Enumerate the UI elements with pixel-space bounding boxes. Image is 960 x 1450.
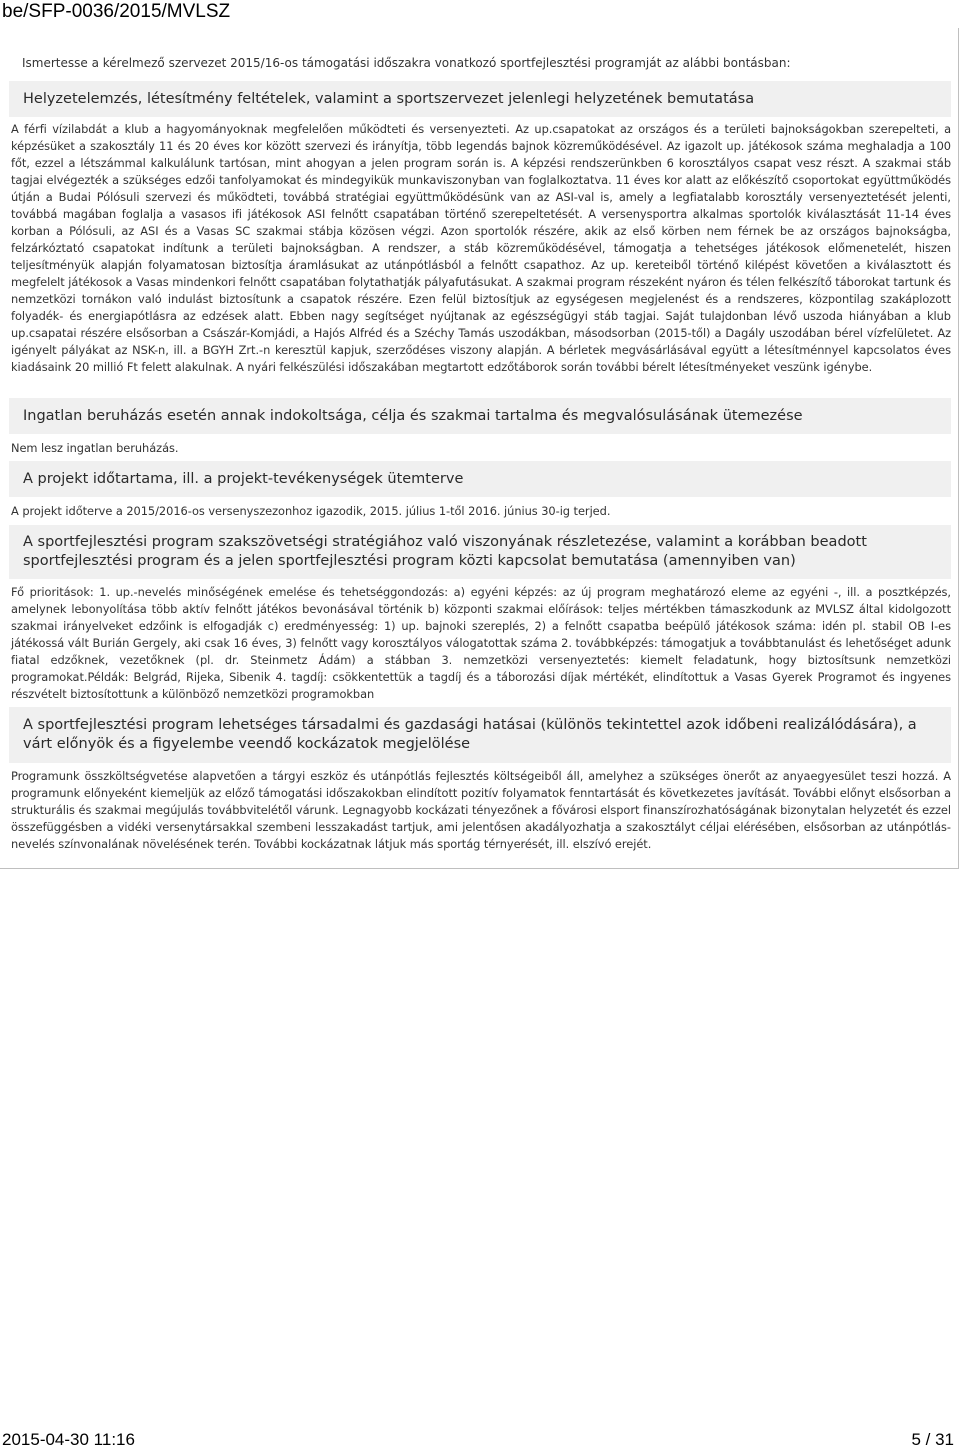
section-header-real-estate [9, 398, 951, 434]
intro-text: Ismertesse a kérelmező szervezet 2015/16-os támogatási időszakra vonatkozó sportfejlesztési programját az alábbi bontásban: [22, 56, 791, 70]
document-id: be/SFP-0036/2015/MVLSZ [2, 1, 231, 22]
section-title: A sportfejlesztési program szakszövetségi stratégiához való viszonyának részletezése, valamint a korábban beadott sportfejlesztési program és a jelen sportfejlesztési program közti kapcsolat bemutatása (amennyiben van) [23, 534, 867, 569]
section-body-schedule: A projekt időterve a 2015/2016-os versenyszezonhoz igazodik, 2015. július 1-től 2016. június 30-ig terjed. [11, 504, 611, 518]
section-header-impacts [9, 707, 951, 763]
section-body-real-estate: Nem lesz ingatlan beruházás. [11, 441, 179, 455]
section-title: A sportfejlesztési program lehetséges társadalmi és gazdasági hatásai (különös tekintettel azok időbeni realizálódására), a várt előnyök és a figyelembe veendő kockázatok megjelölése [23, 717, 917, 752]
section-body-strategy: Fő prioritások: 1. up.-nevelés minőségének emelése és tehetséggondozás: a) egyéni képzés: az új program meghatározó eleme az egyéni -, ill. a posztképzés, amelynek lebonyolítása több aktív felnőtt játékos bevonásával történik b) központi szakmai előírások: teljes mértékben támaszkodunk az MVLSZ által kidolgozott szakmai irányelveket edzőink is elfogadják c) eredményesség: 1) up. bajnoki szereplés, 2) a felnőtt csapatba beépülő játékosok száma: idén pl. stabil OB I-es játékossá vált Burián Gergely, aki csak 16 éves, 3) felnőtt vagy korosztályos válogatottak száma 2. továbbképzés: támogatjuk a továbbtanulást és lehetőséget adunk fiatal edzőknek, vezetőknek (pl. dr. Steinmetz Ádám) a stábban 3. nemzetközi versenyeztetés: kiemelt feladatunk, hogy biztosítsunk nemzetközi programokat.Példák: Belgrád, Rijeka, Sibenik 4. tagdíj: csökkentettük a tagdíj és a táborozási díjak mértékét, elindítottuk a Vasas Gyerek Programot és ingyenes részvételt biztosítottunk a különböző nemzetközi programokban [11, 585, 951, 701]
footer-timestamp: 2015-04-30 11:16 [2, 1430, 135, 1449]
section-body-impacts: Programunk összköltségvetése alapvetően a tárgyi eszköz és utánpótlás fejlesztés költségeiből áll, amelyhez a szükséges önerőt az anyaegyesület teszi hozzá. A programunk előnyeként kiemeljük az előző támogatási időszakokban elindított pozitív folyamatok fenntartását és következetes javítását. További előnyt elsősorban a strukturális és szakmai megújulás továbbvitelétől várunk. Legnagyobb kockázati tényezőnek a fővárosi elsport finanszírozhatóságának bizonytalan helyzetét és ezzel összefüggésben a vidéki versenytársakkal szembeni lesszakadást tartjuk, ami jelentősen akadályozhatja a szakosztályt céljai elérésében, elsősorban az utánpótlás-nevelés színvonalának növelésének terén. További kockázatnak látjuk más sportág térnyerését, ill. elszívó erejét. [11, 769, 951, 851]
section-header-situation [9, 81, 951, 117]
section-body-situation: A férfi vízilabdát a klub a hagyományoknak megfelelően működteti és versenyezteti. Az up.csapatokat az országos és a területi bajnokságokban szerepelteti, a képzésüket a szakosztály 11 és 20 éves kor között szervezi és irányítja, több legendás bajnok közreműködésével. Az igazolt up. játékosok száma meghaladja a 100 főt, ezzel a létszámmal kalkulálunk tartósan, mint ahogyan a jelen program során is. A képzési rendszerünkben 6 korosztályos csapat vesz részt. A szakmai stáb tagjai elvégezték a szükséges edzői tanfolyamokat és mindegyikük munkaviszonyban van foglalkoztatva. 11 éves kor alatt az előkészítő csoportokat együttműködés útján a Budai Pólósuli szervezi és működteti, továbbá stratégiai együttműködésünk van az ASI-val is, amely a legfiatalabb korosztály versenyeztetését jelenti, továbbá magában foglalja a vasasos ifi játékosok ASI felnőtt csapatában történő szerepeltetését. A versenysportra alkalmas sportolók kiválasztását 11-14 éves korban a Pólósuli, az ASI és a Vasas SC szakmai stábja közösen végzi. Azon sportolók részére, akik az első körben nem férnek be az országos bajnokságba, felzárkóztató csapatokat indítunk a területi bajnokságban. A rendszer, a stáb közreműködésével, támogatja a tehetséges játékosok előmenetelét, hiszen teljesítményük alapján folyamatosan biztosítja áramlásukat az utánpótlásból a felnőtt csapathoz. Az up. kereteiből történő kilépést követően a kiválasztott és megfelelt játékosok a Vasas mindenkori felnőtt csapatában folytathatják pályafutásukat. A szakmai program részeként nyáron és télen felkészítő táborokat tartunk és nemzetközi tornákon való indulást biztosítunk a csapatok részére. Ezen felül biztosítjuk az egységesen megjelenést és a rendszeres, központilag szakáplozott folyadék- és energiapótlásra az edzések alatt. Ebben nagy segítséget nyújtanak az egészségügyi stáb tagjai. Saját tulajdonban lévő uszoda hiányában a klub up.csapatai részére elsősorban a Császár-Komjádi, a Hajós Alfréd és a Széchy Tamás uszodákban, másodsorban (2015-től) a Dagály uszodában bérel vízfelületet. Az igényelt pályákat az NSK-n, ill. a BGYH Zrt.-n keresztül kapjuk, szerződéses viszony alapján. A bérletek megvásárlásával együtt a létesítménnyel kapcsolatos éves kiadásaink 20 millió Ft felett alakulnak. A nyári felkészülési időszakában megtartott edzőtáborok során további bérelt létesítményeket veszünk igénybe. [11, 122, 952, 374]
section-header-schedule [9, 461, 951, 497]
section-title: Ingatlan beruházás esetén annak indokoltsága, célja és szakmai tartalma és megvalósulásának ütemezése [23, 408, 803, 424]
footer-page-number: 5 / 31 [911, 1430, 954, 1449]
section-header-strategy [9, 525, 951, 579]
section-title: A projekt időtartama, ill. a projekt-tevékenységek ütemterve [23, 471, 464, 487]
section-title: Helyzetelemzés, létesítmény feltételek, valamint a sportszervezet jelenlegi helyzetének bemutatása [23, 91, 755, 107]
